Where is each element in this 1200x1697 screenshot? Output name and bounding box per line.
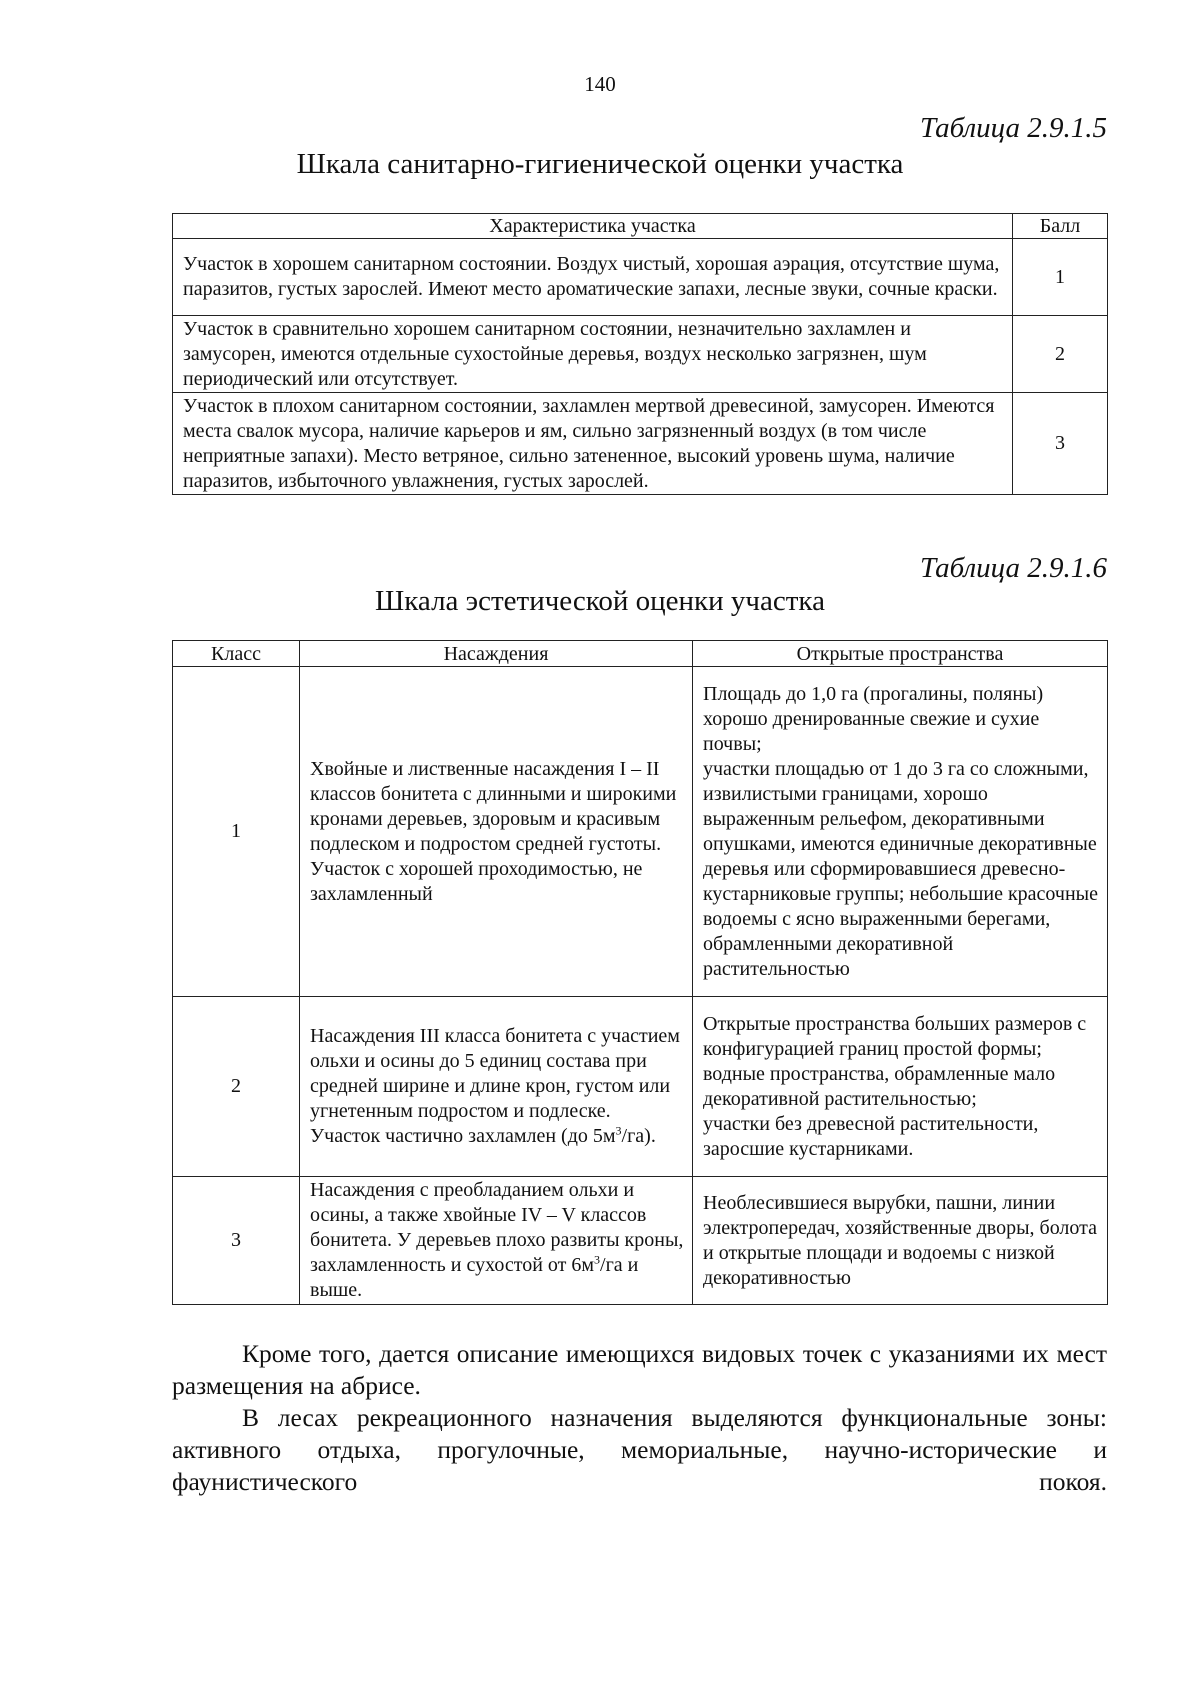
open-spaces-cell: Площадь до 1,0 га (прогалины, поляны) хорошо дренированные свежие и сухие почвы; участки площадью от 1 до 3 га со сложными, извилистыми границами, хорошо выраженным рельефом, декоративными опушками, имеются единичные декоративные деревья или сформировавшиеся древесно-кустарниковые группы; небольшие красочные водоемы с ясно выраженными берегами, обрамленными декоративной растительностью [693,667,1108,997]
table-row [173,239,1108,316]
page-number: 140 [584,72,616,96]
plantings-text-tail: /га). [621,1125,656,1147]
table-row [173,393,1108,495]
plantings-text: Насаждения III класса бонитета с участием ольхи и осины до 5 единиц состава при средней ширине и длине крон, густом или угнетенным подростом и подлеске. Участок частично захламлен (до 5м [310,1025,680,1147]
plantings-cell [300,997,693,1177]
score-cell: 3 [1013,393,1108,495]
table-row [173,316,1108,393]
paragraph: Кроме того, дается описание имеющихся видовых точек с указаниями их мест размещения на абрисе. [172,1339,1107,1400]
open-spaces-cell: Необлесившиеся вырубки, пашни, линии электропередач, хозяйственные дворы, болота и открытые площади и водоемы с низкой декоративностью [693,1177,1108,1305]
plantings-text-tail: /га и выше. [310,1254,639,1301]
table-row [173,997,1108,1177]
score-cell: 2 [1013,316,1108,393]
table-row [173,1177,1108,1305]
score-cell: 1 [1013,239,1108,316]
table-header-row [173,641,1108,667]
table-label-2: Таблица 2.9.1.6 [920,552,1107,584]
column-header-plantings: Насаждения [300,641,693,667]
column-header-characteristic: Характеристика участка [173,214,1013,239]
table-title-2: Шкала эстетической оценки участка [375,585,825,617]
open-spaces-cell: Открытые пространства больших размеров с конфигурацией границ простой формы; водные пространства, обрамленные мало декоративной растительностью; участки без древесной растительности, заросшие кустарниками. [693,997,1108,1177]
sanitary-assessment-table [172,213,1108,495]
column-header-score: Балл [1013,214,1108,239]
table-label-1: Таблица 2.9.1.5 [920,112,1107,144]
class-cell: 3 [173,1177,300,1305]
characteristic-cell: Участок в хорошем санитарном состоянии. Воздух чистый, хорошая аэрация, отсутствие шума, паразитов, густых зарослей. Имеют место ароматические запахи, лесные звуки, сочные краски. [173,239,1013,316]
column-header-class: Класс [173,641,300,667]
body-text [172,1338,1107,1498]
plantings-text: Насаждения с преобладанием ольхи и осины, а также хвойные IV – V классов бонитета. У деревьев плохо развиты кроны, захламленность и сухостой от 6м [310,1179,684,1276]
characteristic-cell: Участок в сравнительно хорошем санитарном состоянии, незначительно захламлен и замусорен, имеются отдельные сухостойные деревья, воздух несколько загрязнен, шум периодический или отсутствует. [173,316,1013,393]
plantings-cell [300,1177,693,1305]
superscript: 3 [594,1252,601,1267]
table-header-row [173,214,1108,239]
characteristic-cell: Участок в плохом санитарном состоянии, захламлен мертвой древесиной, замусорен. Имеются места свалок мусора, наличие карьеров и ям, сильно загрязненный воздух (в том числе неприятные запахи). Место ветряное, сильно затененное, высокий уровень шума, наличие паразитов, избыточного увлажнения, густых зарослей. [173,393,1013,495]
superscript: 3 [615,1123,622,1138]
aesthetic-assessment-table [172,640,1108,1305]
table-title-1: Шкала санитарно-гигиенической оценки участка [296,148,904,180]
class-cell: 1 [173,667,300,997]
column-header-open-spaces: Открытые пространства [693,641,1108,667]
plantings-cell: Хвойные и лиственные насаждения I – II классов бонитета с длинными и широкими кронами деревьев, здоровым и красивым подлеском и подростом средней густоты. Участок с хорошей проходимостью, не захламленный [300,667,693,997]
paragraph: В лесах рекреационного назначения выделяются функциональные зоны: активного отдыха, прогулочные, мемориальные, научно-исторические и фаунистического покоя. [172,1403,1107,1496]
class-cell: 2 [173,997,300,1177]
table-row [173,667,1108,997]
